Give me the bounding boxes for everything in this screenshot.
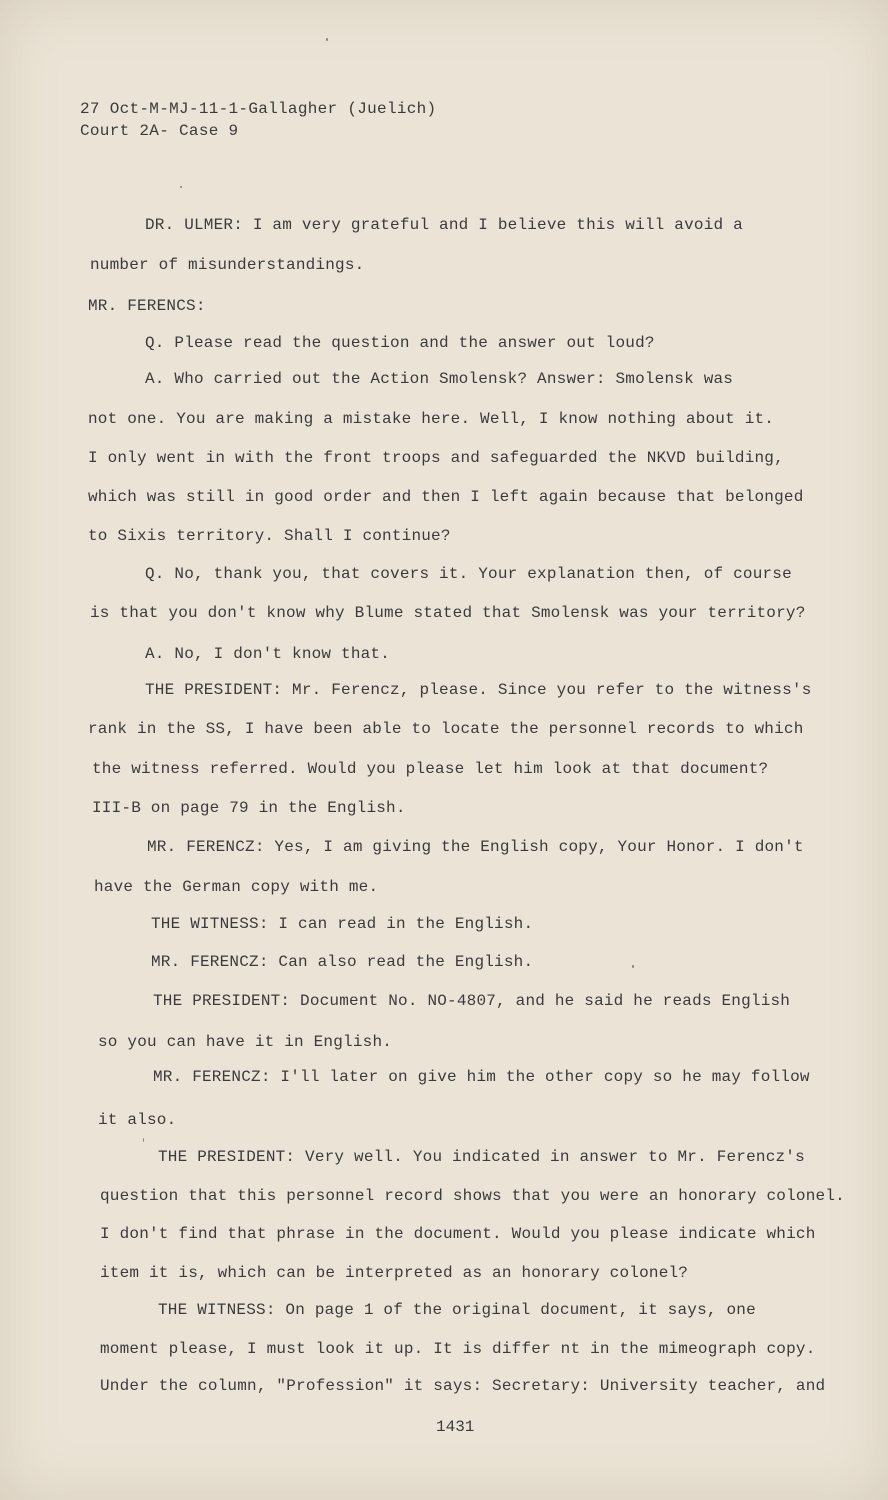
transcript-line: question that this personnel record shows that you were an honorary colonel. — [100, 1187, 845, 1205]
transcript-line: so you can have it in English. — [98, 1033, 393, 1051]
paper-speck — [180, 186, 182, 188]
transcript-line: it also. — [98, 1111, 177, 1129]
transcript-line: A. Who carried out the Action Smolensk? Answer: Smolensk was — [145, 370, 734, 388]
transcript-line: the witness referred. Would you please let him look at that document? — [92, 760, 769, 778]
transcript-line: MR. FERENCZ: Yes, I am giving the English copy, Your Honor. I don't — [147, 838, 804, 856]
header-reference: 27 Oct-M-MJ-11-1-Gallagher (Juelich) — [80, 100, 437, 118]
transcript-line: Q. Please read the question and the answer out loud? — [145, 334, 655, 352]
transcript-line: have the German copy with me. — [94, 878, 379, 896]
transcript-line: A. No, I don't know that. — [145, 645, 391, 663]
header-court-case: Court 2A- Case 9 — [80, 122, 239, 140]
speaker-label: MR. FERENCS: — [88, 297, 206, 315]
transcript-line: MR. FERENCZ: Can also read the English. — [151, 953, 534, 971]
transcript-line: not one. You are making a mistake here. Well, I know nothing about it. — [88, 410, 775, 428]
paper-speck — [143, 1138, 144, 1142]
transcript-line: to Sixis territory. Shall I continue? — [88, 527, 451, 545]
transcript-line: DR. ULMER: I am very grateful and I believe this will avoid a — [145, 216, 743, 234]
transcript-line: THE WITNESS: I can read in the English. — [151, 915, 534, 933]
paper-speck — [632, 965, 634, 968]
transcript-line: THE PRESIDENT: Mr. Ferencz, please. Since you refer to the witness's — [145, 681, 812, 699]
transcript-line: THE PRESIDENT: Document No. NO-4807, and he said he reads English — [153, 992, 791, 1010]
transcript-line: rank in the SS, I have been able to locate the personnel records to which — [88, 720, 804, 738]
transcript-line: Q. No, thank you, that covers it. Your explanation then, of course — [145, 565, 792, 583]
transcript-line: is that you don't know why Blume stated that Smolensk was your territory? — [90, 604, 806, 622]
transcript-line: MR. FERENCZ: I'll later on give him the other copy so he may follow — [153, 1068, 810, 1086]
paper-speck — [326, 38, 328, 41]
transcript-line: moment please, I must look it up. It is differ nt in the mimeograph copy. — [100, 1340, 816, 1358]
transcript-line: I don't find that phrase in the document. Would you please indicate which — [100, 1225, 816, 1243]
transcript-line: Under the column, "Profession" it says: Secretary: University teacher, and — [100, 1377, 826, 1395]
transcript-line: which was still in good order and then I left again because that belonged — [88, 488, 804, 506]
transcript-line: THE PRESIDENT: Very well. You indicated in answer to Mr. Ferencz's — [158, 1148, 805, 1166]
transcript-line: THE WITNESS: On page 1 of the original document, it says, one — [158, 1301, 756, 1319]
transcript-line: I only went in with the front troops and safeguarded the NKVD building, — [88, 449, 784, 467]
transcript-line: item it is, which can be interpreted as an honorary colonel? — [100, 1264, 689, 1282]
transcript-line: III-B on page 79 in the English. — [92, 799, 406, 817]
page-number: 1431 — [436, 1418, 475, 1436]
transcript-line: number of misunderstandings. — [90, 256, 365, 274]
